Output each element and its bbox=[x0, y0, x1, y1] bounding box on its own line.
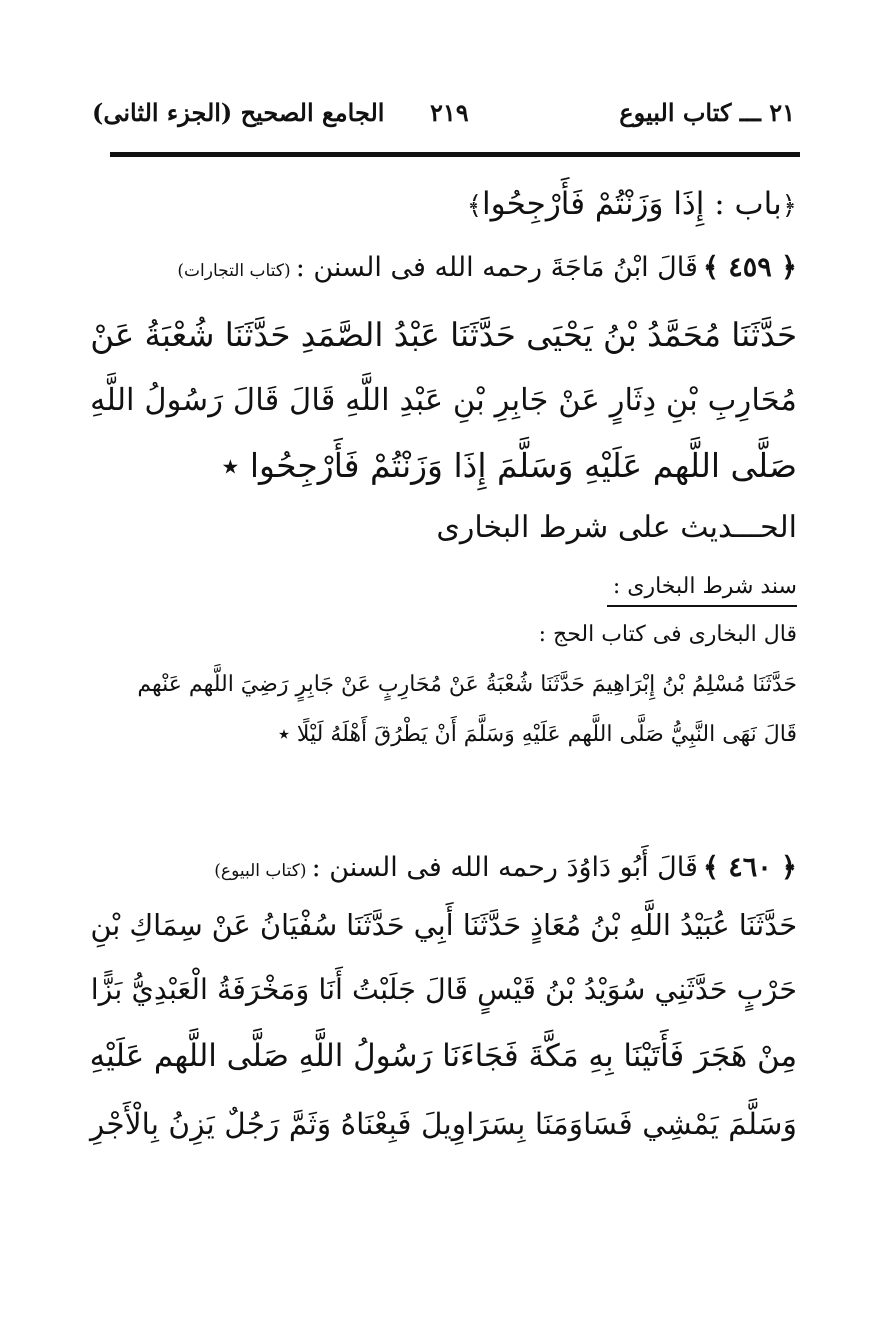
bab-title bbox=[467, 186, 797, 222]
hadith-ruling: الحـــديث على شرط البخارى bbox=[436, 510, 797, 545]
hadith-intro: قَالَ ابْنُ مَاجَةَ رحمه الله فى السنن : bbox=[295, 252, 698, 283]
ornament-open: ﴿ bbox=[781, 191, 797, 221]
hadith-460-line-4: وَسَلَّمَ يَمْشِي فَسَاوَمَنَا بِسَرَاوِيلَ فَبِعْنَاهُ وَثَمَّ رَجُلٌ يَزِنُ بِالْأَجْرِ bbox=[90, 1106, 797, 1141]
bukhari-line-1: حَدَّثَنَا مُسْلِمُ بْنُ إِبْرَاهِيمَ حَدَّثَنَا شُعْبَةُ عَنْ مُحَارِبٍ عَنْ جَابِرٍ رَضِيَ اللَّهم عَنْهم bbox=[137, 672, 797, 697]
hadith-459-heading bbox=[177, 252, 797, 283]
bab-text: باب : إِذَا وَزَنْتُمْ فَأَرْجِحُوا bbox=[482, 186, 782, 222]
bukhari-line-2: قَالَ نَهَى النَّبِيُّ صَلَّى اللَّهم عَلَيْهِ وَسَلَّمَ أَنْ يَطْرُقَ أَهْلَهُ لَيْلًا ٭ bbox=[277, 722, 797, 747]
hadith-460-heading bbox=[214, 852, 797, 883]
bukhari-intro: قال البخارى فى كتاب الحج : bbox=[538, 622, 797, 647]
hadith-460-line-1: حَدَّثَنَا عُبَيْدُ اللَّهِ بْنُ مُعَاذٍ حَدَّثَنَا أَبِي حَدَّثَنَا سُفْيَانُ عَنْ سِمَاكِ بْنِ bbox=[90, 908, 797, 942]
hadith-number: ﴿ ٤٥٩ ﴾ bbox=[703, 252, 797, 283]
page-number: ٢١٩ bbox=[430, 98, 469, 127]
ornament-close: ﴾ bbox=[466, 191, 483, 221]
hadith-460-line-3: مِنْ هَجَرَ فَأَتَيْنَا بِهِ مَكَّةَ فَجَاءَنَا رَسُولُ اللَّهِ صَلَّى اللَّهم عَلَيْهِ bbox=[89, 1038, 797, 1074]
sanad-label: سند شرط البخارى : bbox=[607, 574, 797, 607]
hadith-book: (كتاب التجارات) bbox=[177, 261, 291, 281]
hadith-460-line-2: حَرْبٍ حَدَّثَنِي سُوَيْدُ بْنُ قَيْسٍ قَالَ جَلَبْتُ أَنَا وَمَخْرَفَةُ الْعَبْدِيُّ بَزًّا bbox=[90, 972, 797, 1006]
hadith-intro: قَالَ أَبُو دَاوُدَ رحمه الله فى السنن : bbox=[311, 852, 698, 883]
hadith-459-line-3: صَلَّى اللَّهم عَلَيْهِ وَسَلَّمَ إِذَا وَزَنْتُمْ فَأَرْجِحُوا ٭ bbox=[221, 446, 797, 485]
hadith-number: ﴿ ٤٦٠ ﴾ bbox=[703, 852, 797, 883]
header-rule bbox=[110, 152, 800, 157]
hadith-459-line-2: مُحَارِبِ بْنِ دِثَارٍ عَنْ جَابِرِ بْنِ عَبْدِ اللَّهِ قَالَ قَالَ رَسُولُ اللَّهِ bbox=[90, 382, 797, 418]
hadith-459-line-1: حَدَّثَنَا مُحَمَّدُ بْنُ يَحْيَى حَدَّثَنَا عَبْدُ الصَّمَدِ حَدَّثَنَا شُعْبَةُ عَنْ bbox=[90, 316, 797, 354]
hadith-book: (كتاب البيوع) bbox=[214, 861, 307, 881]
header-book-title: الجامع الصحيح (الجزء الثانى) bbox=[92, 98, 385, 127]
header-chapter: ٢١ ـــ كتاب البيوع bbox=[619, 98, 795, 127]
